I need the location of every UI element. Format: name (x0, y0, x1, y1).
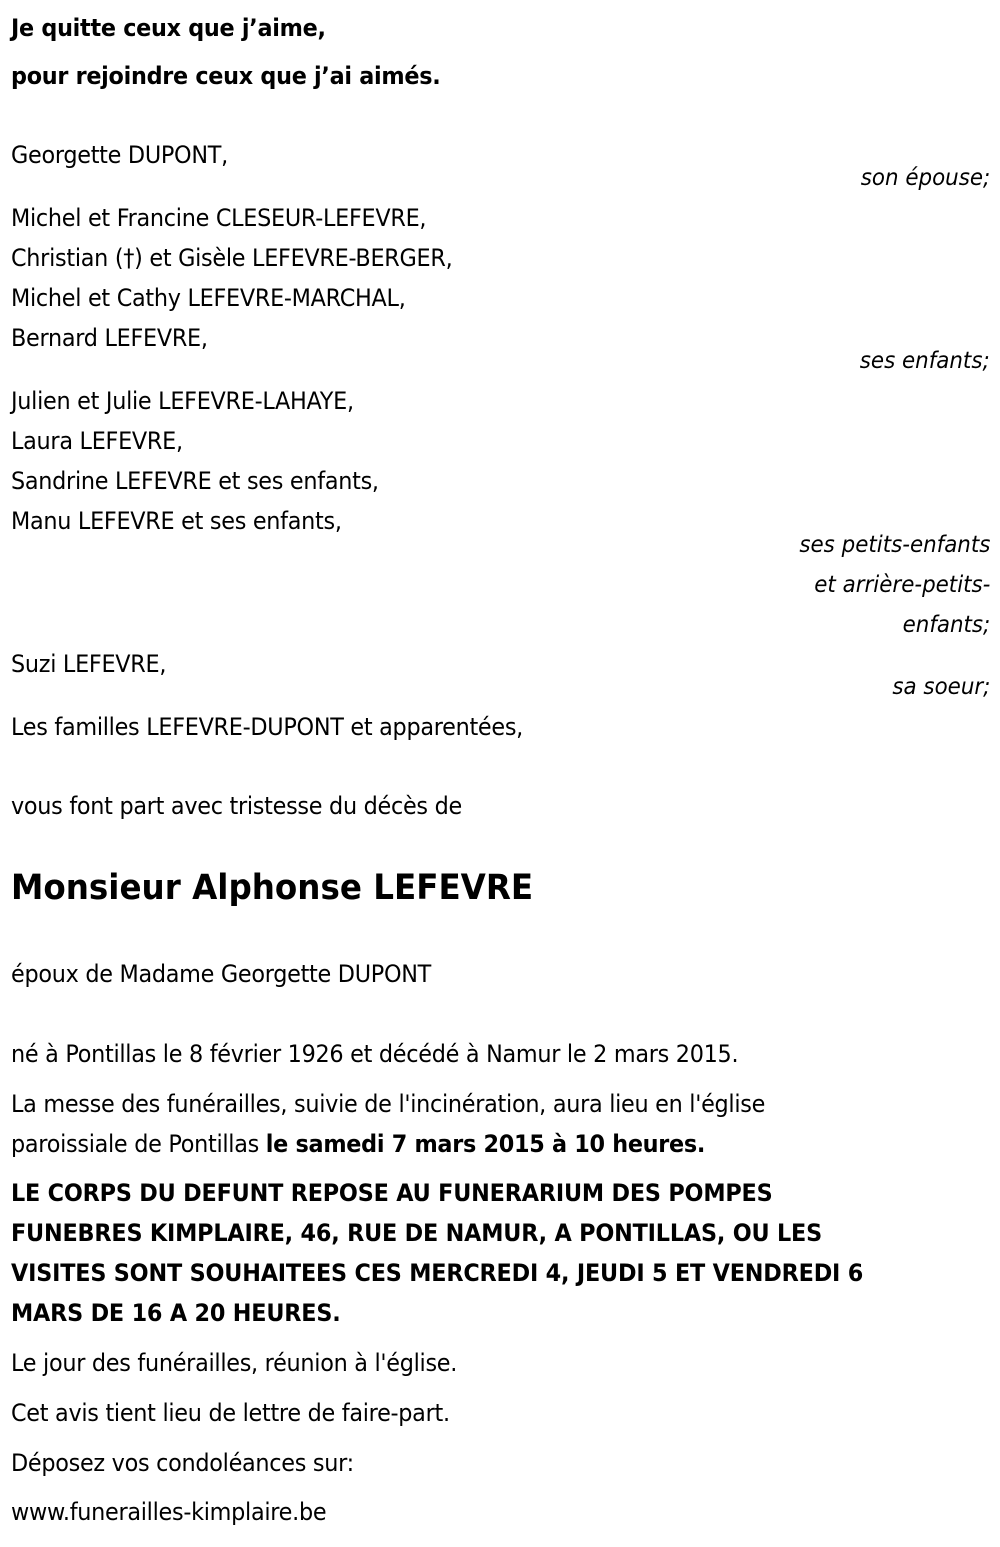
website-link[interactable]: www.funerailles-kimplaire.be (11, 1498, 327, 1526)
spouse-of-text: époux de Madame Georgette DUPONT (11, 960, 432, 988)
grandchildren-relation-line-2: et arrière-petits- (813, 572, 990, 598)
meeting-text: Le jour des funérailles, réunion à l'église. (11, 1349, 458, 1377)
notice-text: Cet avis tient lieu de lettre de faire-part. (11, 1399, 450, 1427)
ceremony-line-1: La messe des funérailles, suivie de l'incinération, aura lieu en l'église (11, 1090, 766, 1118)
deceased-name: Monsieur Alphonse LEFEVRE (11, 868, 534, 908)
sister-name: Suzi LEFEVRE, (11, 650, 167, 678)
condolences-label: Déposez vos condoléances sur: (11, 1449, 354, 1477)
sister-relation: sa soeur; (891, 674, 990, 700)
ceremony-date-time: le samedi 7 mars 2015 à 10 heures. (265, 1130, 706, 1158)
grandchild-name: Laura LEFEVRE, (11, 427, 183, 455)
child-name: Michel et Francine CLESEUR-LEFEVRE, (11, 204, 427, 232)
child-name: Bernard LEFEVRE, (11, 324, 208, 352)
epigraph-line-1: Je quitte ceux que j’aime, (11, 14, 326, 42)
grandchild-name: Sandrine LEFEVRE et ses enfants, (11, 467, 379, 495)
visitation-line: FUNEBRES KIMPLAIRE, 46, RUE DE NAMUR, A PONTILLAS, OU LES (11, 1219, 823, 1247)
visitation-line: VISITES SONT SOUHAITEES CES MERCREDI 4, JEUDI 5 ET VENDREDI 6 (11, 1259, 864, 1287)
visitation-line: LE CORPS DU DEFUNT REPOSE AU FUNERARIUM DES POMPES (11, 1179, 773, 1207)
grandchildren-relation-line-3: enfants; (902, 612, 990, 638)
child-name: Michel et Cathy LEFEVRE-MARCHAL, (11, 284, 406, 312)
grandchild-name: Manu LEFEVRE et ses enfants, (11, 507, 342, 535)
extended-families: Les familles LEFEVRE-DUPONT et apparentées, (11, 713, 524, 741)
ceremony-location: paroissiale de Pontillas (11, 1130, 266, 1158)
grandchildren-relation-line-1: ses petits-enfants (798, 532, 990, 558)
child-name: Christian (†) et Gisèle LEFEVRE-BERGER, (11, 244, 453, 272)
announcement-text: vous font part avec tristesse du décès de (11, 792, 462, 820)
epigraph-line-2: pour rejoindre ceux que j’ai aimés. (11, 62, 441, 90)
grandchild-name: Julien et Julie LEFEVRE-LAHAYE, (11, 387, 354, 415)
visitation-line: MARS DE 16 A 20 HEURES. (11, 1299, 341, 1327)
birth-death-text: né à Pontillas le 8 février 1926 et décédé à Namur le 2 mars 2015. (11, 1040, 739, 1068)
children-relation: ses enfants; (860, 348, 990, 374)
ceremony-line-2 (11, 1129, 705, 1159)
spouse-relation: son épouse; (860, 165, 990, 191)
spouse-name: Georgette DUPONT, (11, 141, 228, 169)
